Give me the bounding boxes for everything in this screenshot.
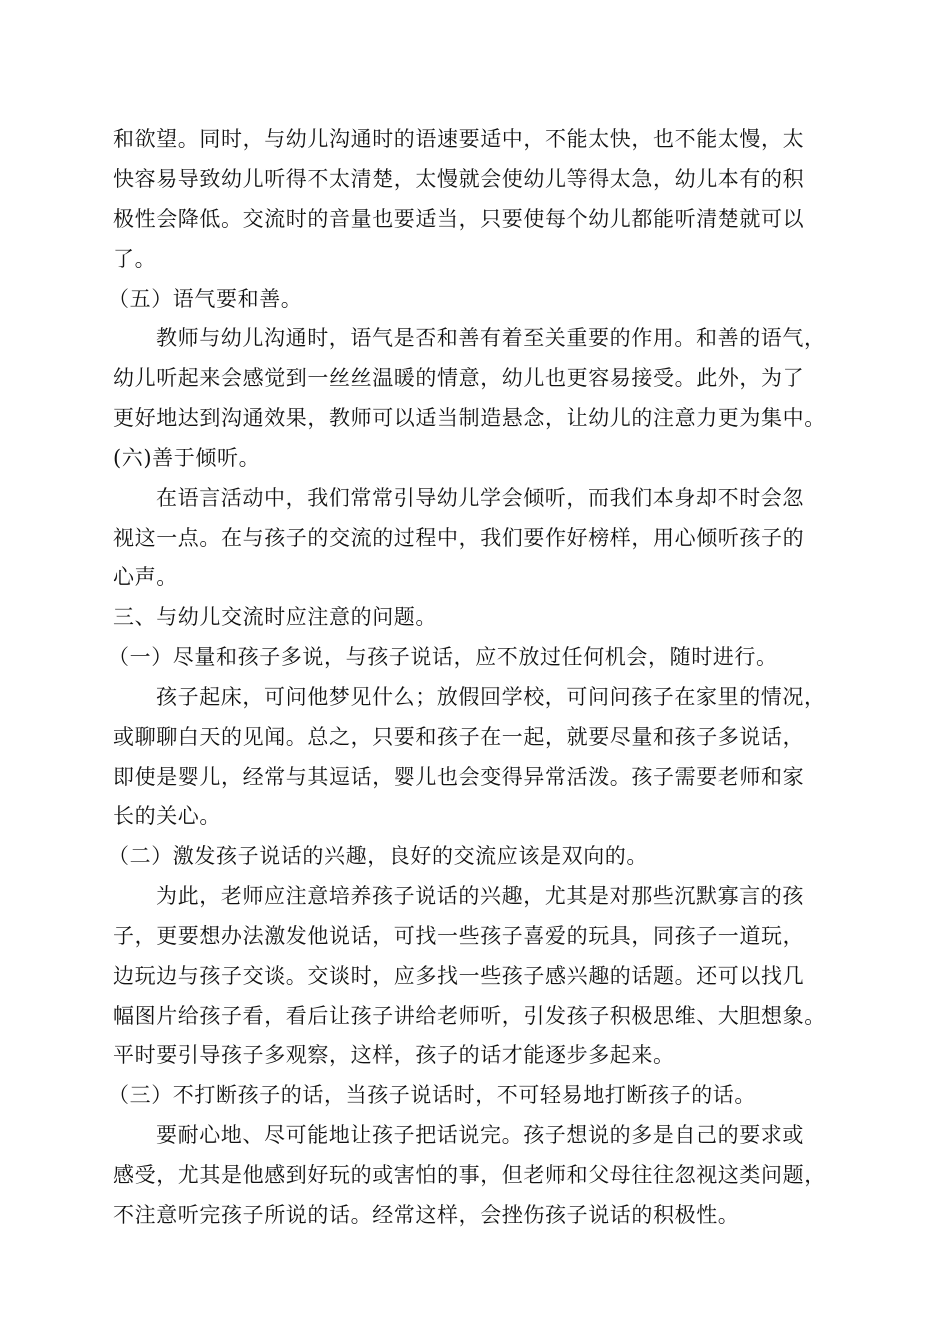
text-line: 长的关心。	[113, 804, 221, 828]
section-heading: （三）不打断孩子的话，当孩子说话时，不可轻易地打断孩子的话。	[108, 1083, 756, 1107]
text-line: 即使是婴儿，经常与其逗话，婴儿也会变得异常活泼。孩子需要老师和家	[113, 765, 805, 789]
paragraph-first-line: 在语言活动中，我们常常引导幼儿学会倾听，而我们本身却不时会忽	[156, 486, 804, 510]
text-line: 子，更要想办法激发他说话，可找一些孩子喜爱的玩具，同孩子一道玩，	[113, 924, 805, 948]
text-line: 边玩边与孩子交谈。交谈时，应多找一些孩子感兴趣的话题。还可以找几	[113, 964, 805, 988]
text-line: 感受，尤其是他感到好玩的或害怕的事，但老师和父母往往忽视这类问题，	[113, 1163, 826, 1187]
section-heading: （五）语气要和善。	[108, 287, 303, 311]
text-line: 更好地达到沟通效果，教师可以适当制造悬念，让幼儿的注意力更为集中。	[113, 406, 826, 430]
text-line: 幼儿听起来会感觉到一丝丝温暖的情意，幼儿也更容易接受。此外，为了	[113, 366, 805, 390]
text-line: 不注意听完孩子所说的话。经常这样，会挫伤孩子说话的积极性。	[113, 1203, 740, 1227]
text-line: 幅图片给孩子看，看后让孩子讲给老师听，引发孩子积极思维、大胆想象。	[113, 1004, 826, 1028]
paragraph-first-line: 教师与幼儿沟通时，语气是否和善有着至关重要的作用。和善的语气，	[156, 326, 826, 350]
text-line: 了。	[113, 247, 157, 271]
text-line: 极性会降低。交流时的音量也要适当，只要使每个幼儿都能听清楚就可以	[113, 207, 805, 231]
text-line: 视这一点。在与孩子的交流的过程中，我们要作好榜样，用心倾听孩子的	[113, 526, 805, 550]
section-heading: （一）尽量和孩子多说，与孩子说话，应不放过任何机会，随时进行。	[108, 645, 778, 669]
paragraph-first-line: 为此，老师应注意培养孩子说话的兴趣，尤其是对那些沉默寡言的孩	[156, 884, 804, 908]
paragraph-first-line: 孩子起床，可问他梦见什么；放假回学校，可问问孩子在家里的情况，	[156, 685, 826, 709]
text-line: 平时要引导孩子多观察，这样，孩子的话才能逐步多起来。	[113, 1043, 675, 1067]
section-heading: (六)善于倾听。	[113, 446, 261, 470]
paragraph-first-line: 要耐心地、尽可能地让孩子把话说完。孩子想说的多是自己的要求或	[156, 1123, 804, 1147]
text-line: 心声。	[113, 565, 178, 589]
chapter-heading: 三、与幼儿交流时应注意的问题。	[113, 605, 437, 629]
text-line: 或聊聊白天的见闻。总之，只要和孩子在一起，就要尽量和孩子多说话，	[113, 725, 805, 749]
text-line: 快容易导致幼儿听得不太清楚，太慢就会使幼儿等得太急，幼儿本有的积	[113, 167, 805, 191]
text-line: 和欲望。同时，与幼儿沟通时的语速要适中，不能太快，也不能太慢，太	[113, 127, 805, 151]
section-heading: （二）激发孩子说话的兴趣，良好的交流应该是双向的。	[108, 844, 648, 868]
